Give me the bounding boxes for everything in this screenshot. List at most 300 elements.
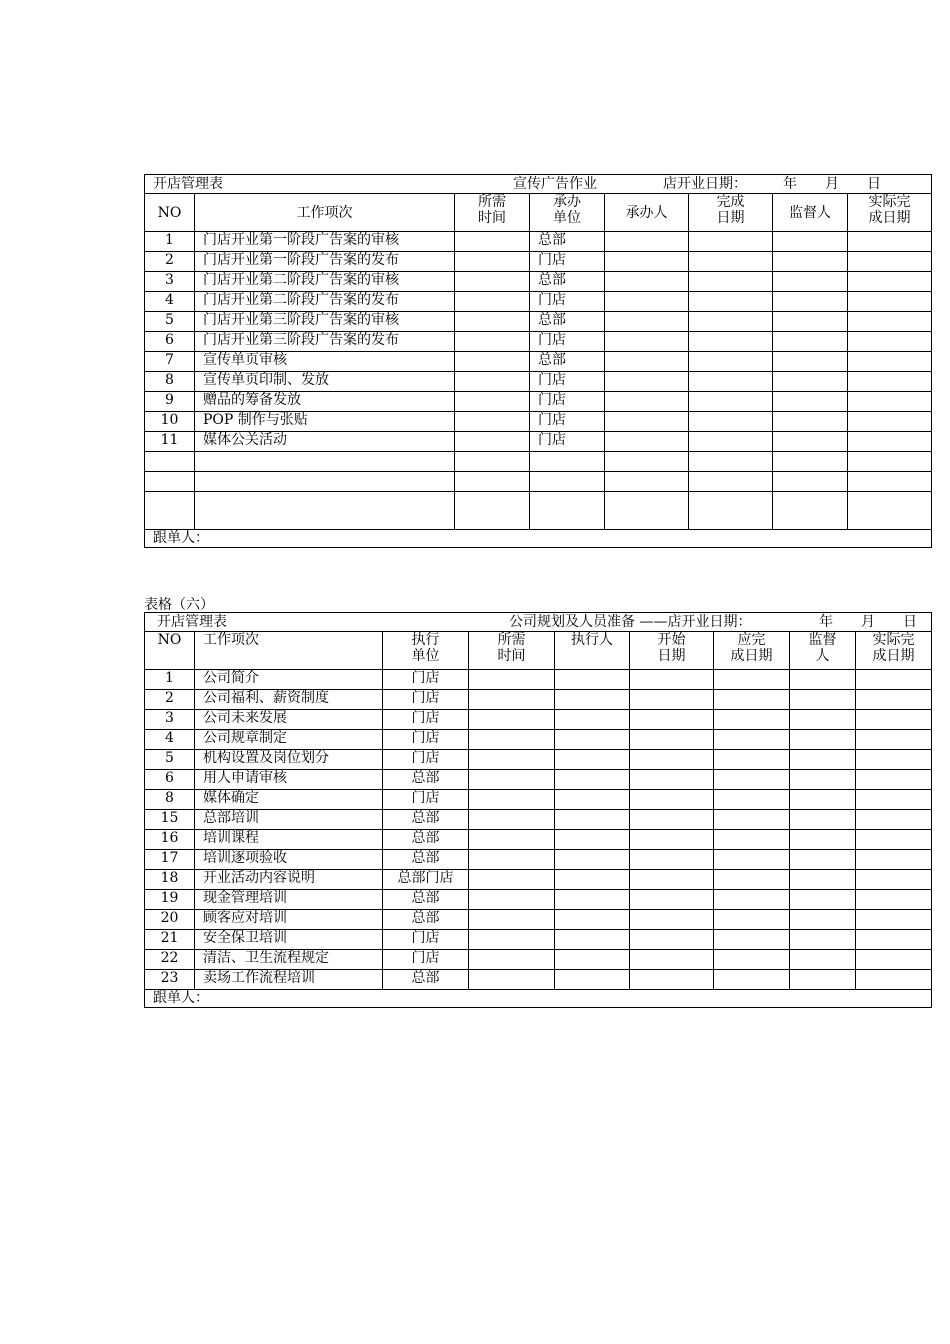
advertising-table (144, 174, 932, 548)
row-time (455, 332, 530, 352)
table-row (145, 930, 932, 950)
row-empty-cell (630, 690, 714, 710)
empty-cell (195, 492, 455, 530)
row-empty-cell (605, 332, 689, 352)
row-no: 7 (145, 352, 195, 372)
row-empty-cell (630, 730, 714, 750)
table-row (145, 372, 932, 392)
row-item: 开业活动内容说明 (195, 870, 383, 890)
row-empty-cell (555, 770, 630, 790)
row-unit: 总部 (530, 232, 605, 252)
row-empty-cell (630, 910, 714, 930)
row-empty-cell (773, 352, 848, 372)
row-empty-cell (856, 870, 932, 890)
row-empty-cell (630, 930, 714, 950)
row-no: 16 (145, 830, 195, 850)
table-row (145, 412, 932, 432)
row-empty-cell (605, 392, 689, 412)
row-item: 公司未来发展 (195, 710, 383, 730)
row-empty-cell (790, 670, 856, 690)
row-item: 清洁、卫生流程规定 (195, 950, 383, 970)
empty-cell (605, 452, 689, 472)
row-empty-cell (605, 432, 689, 452)
row-empty-cell (555, 850, 630, 870)
row-unit: 总部 (530, 272, 605, 292)
table-subtitle: 宣传广告作业 (513, 176, 597, 192)
row-empty-cell (469, 810, 555, 830)
empty-cell (689, 452, 773, 472)
row-no: 22 (145, 950, 195, 970)
empty-cell (689, 472, 773, 492)
row-item: 赠品的筹备发放 (195, 392, 455, 412)
row-empty-cell (630, 790, 714, 810)
row-empty-cell (689, 432, 773, 452)
empty-cell (195, 472, 455, 492)
row-no: 1 (145, 232, 195, 252)
header-row (145, 632, 932, 670)
row-unit: 门店 (530, 252, 605, 272)
header-item: 工作项次 (195, 194, 455, 232)
row-empty-cell (773, 312, 848, 332)
row-no: 4 (145, 292, 195, 312)
date-year: 年 (783, 176, 797, 192)
row-empty-cell (555, 910, 630, 930)
header-time: 所需 时间 (469, 632, 555, 670)
row-no: 20 (145, 910, 195, 930)
row-time (455, 392, 530, 412)
empty-cell (530, 472, 605, 492)
header-done-date: 完成 日期 (689, 194, 773, 232)
row-no: 19 (145, 890, 195, 910)
row-empty-cell (605, 372, 689, 392)
empty-cell (848, 472, 932, 492)
row-no: 9 (145, 392, 195, 412)
row-unit: 总部 (383, 770, 469, 790)
row-empty-cell (714, 950, 790, 970)
row-unit: 门店 (383, 930, 469, 950)
row-empty-cell (790, 810, 856, 830)
table-row (145, 750, 932, 770)
row-empty-cell (790, 850, 856, 870)
table-row (145, 730, 932, 750)
table-row (145, 950, 932, 970)
row-empty-cell (469, 710, 555, 730)
row-no: 8 (145, 790, 195, 810)
row-empty-cell (714, 910, 790, 930)
row-empty-cell (856, 670, 932, 690)
empty-row (145, 472, 932, 492)
table-row (145, 830, 932, 850)
row-empty-cell (630, 890, 714, 910)
row-empty-cell (856, 790, 932, 810)
empty-row (145, 492, 932, 530)
table-row (145, 352, 932, 372)
row-empty-cell (773, 432, 848, 452)
row-empty-cell (630, 870, 714, 890)
row-empty-cell (790, 750, 856, 770)
table-row (145, 910, 932, 930)
row-empty-cell (714, 970, 790, 990)
row-empty-cell (848, 432, 932, 452)
header-start-date: 开始 日期 (630, 632, 714, 670)
row-empty-cell (856, 950, 932, 970)
date-day: 日 (867, 176, 881, 192)
row-empty-cell (714, 790, 790, 810)
row-unit: 门店 (383, 690, 469, 710)
row-item: 公司规章制定 (195, 730, 383, 750)
row-unit: 总部 (383, 830, 469, 850)
header-actual-date: 实际完 成日期 (856, 632, 932, 670)
row-item: 机构设置及岗位划分 (195, 750, 383, 770)
table-row (145, 252, 932, 272)
table-row (145, 392, 932, 412)
row-empty-cell (714, 850, 790, 870)
row-empty-cell (469, 890, 555, 910)
header-row (145, 194, 932, 232)
row-item: 宣传单页印制、发放 (195, 372, 455, 392)
row-empty-cell (773, 252, 848, 272)
row-empty-cell (848, 332, 932, 352)
opening-date-label: 店开业日期： (663, 176, 747, 192)
row-time (455, 292, 530, 312)
row-unit: 门店 (530, 432, 605, 452)
row-unit: 总部 (383, 850, 469, 870)
row-unit: 门店 (383, 750, 469, 770)
row-empty-cell (555, 710, 630, 730)
row-empty-cell (773, 332, 848, 352)
row-item: 卖场工作流程培训 (195, 970, 383, 990)
row-empty-cell (605, 232, 689, 252)
row-empty-cell (555, 930, 630, 950)
follow-up-person-label: 跟单人： (145, 990, 932, 1008)
row-empty-cell (714, 750, 790, 770)
table-title: 开店管理表 (157, 614, 227, 630)
footer-row (145, 990, 932, 1008)
row-empty-cell (469, 950, 555, 970)
row-item: 顾客应对培训 (195, 910, 383, 930)
opening-date-label: 公司规划及人员准备 ——店开业日期： (509, 614, 752, 630)
row-empty-cell (555, 950, 630, 970)
row-no: 5 (145, 750, 195, 770)
table-row (145, 312, 932, 332)
row-unit: 总部 (383, 910, 469, 930)
header-person: 执行人 (555, 632, 630, 670)
row-empty-cell (689, 332, 773, 352)
empty-cell (530, 492, 605, 530)
empty-cell (195, 452, 455, 472)
empty-cell (848, 492, 932, 530)
row-empty-cell (856, 810, 932, 830)
empty-cell (773, 492, 848, 530)
row-empty-cell (773, 412, 848, 432)
table-row (145, 670, 932, 690)
row-no: 2 (145, 252, 195, 272)
row-empty-cell (848, 352, 932, 372)
header-unit: 承办 单位 (530, 194, 605, 232)
row-no: 5 (145, 312, 195, 332)
row-empty-cell (630, 830, 714, 850)
row-item: 公司福利、薪资制度 (195, 690, 383, 710)
row-empty-cell (469, 910, 555, 930)
row-empty-cell (469, 730, 555, 750)
row-empty-cell (469, 870, 555, 890)
date-month: 月 (861, 614, 875, 630)
row-empty-cell (856, 710, 932, 730)
row-empty-cell (790, 950, 856, 970)
row-item: POP 制作与张贴 (195, 412, 455, 432)
row-unit: 门店 (383, 670, 469, 690)
row-empty-cell (555, 890, 630, 910)
row-empty-cell (856, 970, 932, 990)
row-time (455, 252, 530, 272)
table-row (145, 710, 932, 730)
row-empty-cell (790, 770, 856, 790)
row-empty-cell (856, 850, 932, 870)
row-empty-cell (848, 252, 932, 272)
row-empty-cell (790, 870, 856, 890)
empty-cell (455, 472, 530, 492)
row-item: 用人申请审核 (195, 770, 383, 790)
row-no: 3 (145, 710, 195, 730)
empty-cell (145, 452, 195, 472)
row-empty-cell (555, 870, 630, 890)
row-empty-cell (689, 292, 773, 312)
row-empty-cell (469, 750, 555, 770)
row-empty-cell (605, 412, 689, 432)
row-empty-cell (790, 930, 856, 950)
empty-cell (848, 452, 932, 472)
row-empty-cell (790, 910, 856, 930)
row-item: 门店开业第一阶段广告案的审核 (195, 232, 455, 252)
row-no: 10 (145, 412, 195, 432)
row-time (455, 372, 530, 392)
row-empty-cell (630, 710, 714, 730)
row-empty-cell (773, 272, 848, 292)
row-no: 1 (145, 670, 195, 690)
table-row (145, 232, 932, 252)
row-no: 6 (145, 770, 195, 790)
row-empty-cell (773, 292, 848, 312)
row-item: 媒体确定 (195, 790, 383, 810)
row-item: 总部培训 (195, 810, 383, 830)
date-month: 月 (825, 176, 839, 192)
header-actual-date: 实际完 成日期 (848, 194, 932, 232)
planning-table (144, 612, 932, 1008)
row-unit: 门店 (383, 790, 469, 810)
row-unit: 总部 (383, 810, 469, 830)
table-row (145, 770, 932, 790)
empty-cell (773, 472, 848, 492)
header-person: 承办人 (605, 194, 689, 232)
row-item: 宣传单页审核 (195, 352, 455, 372)
row-empty-cell (469, 930, 555, 950)
row-time (455, 412, 530, 432)
row-empty-cell (790, 790, 856, 810)
row-empty-cell (714, 930, 790, 950)
row-empty-cell (555, 670, 630, 690)
row-no: 6 (145, 332, 195, 352)
empty-cell (455, 452, 530, 472)
row-empty-cell (605, 352, 689, 372)
empty-cell (530, 452, 605, 472)
row-no: 23 (145, 970, 195, 990)
date-day: 日 (903, 614, 917, 630)
table-row (145, 690, 932, 710)
empty-cell (773, 452, 848, 472)
row-empty-cell (848, 412, 932, 432)
row-empty-cell (605, 252, 689, 272)
footer-row (145, 530, 932, 548)
row-empty-cell (689, 232, 773, 252)
row-empty-cell (630, 750, 714, 770)
row-item: 安全保卫培训 (195, 930, 383, 950)
row-empty-cell (630, 670, 714, 690)
row-empty-cell (790, 710, 856, 730)
row-empty-cell (689, 392, 773, 412)
row-empty-cell (555, 750, 630, 770)
header-no: NO (145, 194, 195, 232)
header-due-date: 应完 成日期 (714, 632, 790, 670)
row-empty-cell (555, 810, 630, 830)
row-empty-cell (605, 292, 689, 312)
row-empty-cell (714, 710, 790, 730)
row-empty-cell (856, 890, 932, 910)
empty-cell (605, 492, 689, 530)
row-unit: 门店 (530, 332, 605, 352)
empty-cell (145, 472, 195, 492)
row-empty-cell (714, 810, 790, 830)
row-unit: 总部 (383, 970, 469, 990)
row-no: 3 (145, 272, 195, 292)
row-unit: 门店 (530, 292, 605, 312)
row-empty-cell (689, 272, 773, 292)
row-empty-cell (714, 770, 790, 790)
row-empty-cell (469, 850, 555, 870)
empty-cell (689, 492, 773, 530)
table-caption: 表格（六） (144, 597, 214, 613)
row-empty-cell (856, 750, 932, 770)
row-empty-cell (469, 670, 555, 690)
row-empty-cell (689, 412, 773, 432)
row-empty-cell (469, 830, 555, 850)
row-empty-cell (605, 312, 689, 332)
row-no: 8 (145, 372, 195, 392)
row-unit: 门店 (383, 710, 469, 730)
row-empty-cell (773, 372, 848, 392)
row-empty-cell (773, 232, 848, 252)
row-empty-cell (630, 850, 714, 870)
table-row (145, 970, 932, 990)
row-empty-cell (469, 970, 555, 990)
table-title: 开店管理表 (153, 176, 223, 192)
row-empty-cell (714, 730, 790, 750)
row-empty-cell (773, 392, 848, 412)
table-row (145, 790, 932, 810)
row-item: 门店开业第三阶段广告案的审核 (195, 312, 455, 332)
row-empty-cell (605, 272, 689, 292)
empty-cell (605, 472, 689, 492)
row-empty-cell (856, 730, 932, 750)
row-item: 现金管理培训 (195, 890, 383, 910)
row-empty-cell (630, 770, 714, 790)
header-supervisor: 监督 人 (790, 632, 856, 670)
row-empty-cell (555, 830, 630, 850)
row-empty-cell (555, 690, 630, 710)
row-time (455, 432, 530, 452)
row-empty-cell (856, 770, 932, 790)
row-empty-cell (714, 870, 790, 890)
row-unit: 总部 (383, 890, 469, 910)
row-unit: 门店 (383, 730, 469, 750)
row-unit: 门店 (530, 372, 605, 392)
table-row (145, 870, 932, 890)
row-no: 15 (145, 810, 195, 830)
row-empty-cell (790, 730, 856, 750)
row-empty-cell (714, 830, 790, 850)
date-year: 年 (819, 614, 833, 630)
row-item: 门店开业第二阶段广告案的审核 (195, 272, 455, 292)
row-empty-cell (856, 690, 932, 710)
row-empty-cell (630, 810, 714, 830)
table-row (145, 810, 932, 830)
row-empty-cell (848, 372, 932, 392)
row-time (455, 352, 530, 372)
row-empty-cell (689, 312, 773, 332)
table-title-row (145, 175, 932, 194)
row-empty-cell (630, 970, 714, 990)
row-no: 11 (145, 432, 195, 452)
row-empty-cell (469, 790, 555, 810)
empty-row (145, 452, 932, 472)
table-row (145, 850, 932, 870)
empty-cell (145, 492, 195, 530)
row-empty-cell (714, 670, 790, 690)
row-empty-cell (848, 272, 932, 292)
row-empty-cell (689, 352, 773, 372)
row-time (455, 232, 530, 252)
table-row (145, 272, 932, 292)
row-item: 门店开业第一阶段广告案的发布 (195, 252, 455, 272)
row-item: 公司简介 (195, 670, 383, 690)
follow-up-person-label: 跟单人： (145, 530, 932, 548)
row-empty-cell (856, 930, 932, 950)
row-item: 培训课程 (195, 830, 383, 850)
row-no: 2 (145, 690, 195, 710)
table-title-row (145, 613, 932, 632)
row-empty-cell (555, 790, 630, 810)
row-empty-cell (790, 890, 856, 910)
header-no: NO (145, 632, 195, 670)
header-unit: 执行 单位 (383, 632, 469, 670)
row-empty-cell (714, 690, 790, 710)
empty-cell (455, 492, 530, 530)
row-unit: 门店 (530, 412, 605, 432)
row-unit: 门店 (383, 950, 469, 970)
row-empty-cell (689, 252, 773, 272)
row-empty-cell (689, 372, 773, 392)
row-unit: 门店 (530, 392, 605, 412)
row-item: 培训逐项验收 (195, 850, 383, 870)
row-empty-cell (790, 690, 856, 710)
row-empty-cell (790, 970, 856, 990)
row-empty-cell (848, 312, 932, 332)
table-row (145, 432, 932, 452)
table-row (145, 890, 932, 910)
row-time (455, 312, 530, 332)
row-empty-cell (714, 890, 790, 910)
row-item: 媒体公关活动 (195, 432, 455, 452)
table-row (145, 292, 932, 312)
